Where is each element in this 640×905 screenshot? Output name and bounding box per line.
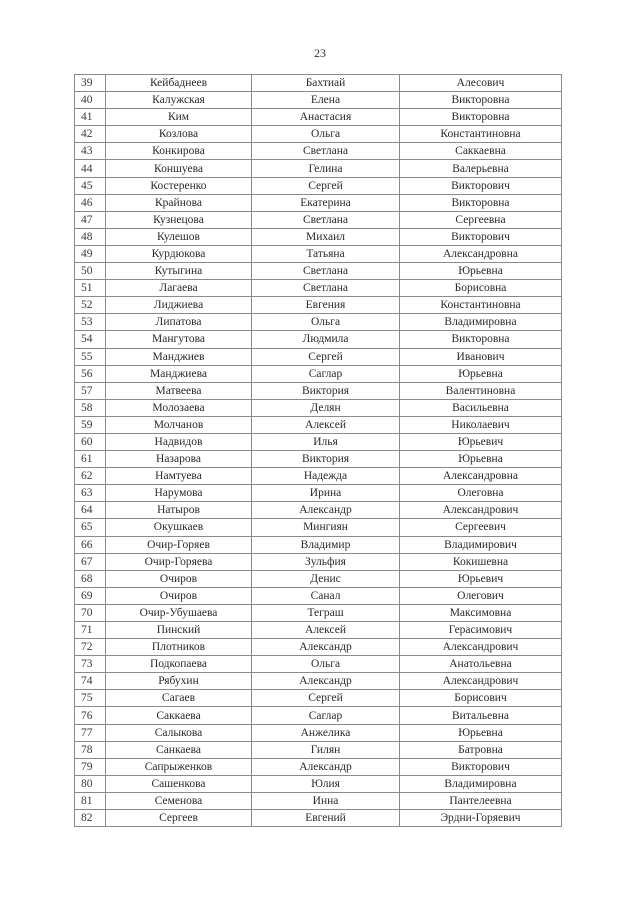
patronymic-cell: Викторовна: [400, 331, 562, 348]
patronymic-cell: Владимировна: [400, 314, 562, 331]
table-row: [75, 143, 562, 160]
patronymic-cell: Викторович: [400, 228, 562, 245]
names-table-body: [75, 75, 562, 827]
row-number: 79: [75, 758, 106, 775]
surname-cell: Кейбаднеев: [106, 75, 252, 92]
surname-cell: Очиров: [106, 570, 252, 587]
table-row: [75, 622, 562, 639]
first-name-cell: Елена: [252, 92, 400, 109]
first-name-cell: Евгений: [252, 810, 400, 827]
patronymic-cell: Константиновна: [400, 297, 562, 314]
surname-cell: Сагаев: [106, 690, 252, 707]
surname-cell: Сапрыженков: [106, 758, 252, 775]
first-name-cell: Алексей: [252, 416, 400, 433]
table-row: [75, 639, 562, 656]
surname-cell: Крайнова: [106, 194, 252, 211]
table-row: [75, 604, 562, 621]
first-name-cell: Анастасия: [252, 109, 400, 126]
row-number: 46: [75, 194, 106, 211]
row-number: 48: [75, 228, 106, 245]
row-number: 42: [75, 126, 106, 143]
first-name-cell: Ольга: [252, 656, 400, 673]
row-number: 49: [75, 245, 106, 262]
row-number: 74: [75, 673, 106, 690]
surname-cell: Плотников: [106, 639, 252, 656]
patronymic-cell: Юрьевич: [400, 433, 562, 450]
patronymic-cell: Викторович: [400, 758, 562, 775]
patronymic-cell: Юрьевна: [400, 365, 562, 382]
surname-cell: Молозаева: [106, 399, 252, 416]
row-number: 62: [75, 468, 106, 485]
first-name-cell: Виктория: [252, 451, 400, 468]
surname-cell: Молчанов: [106, 416, 252, 433]
surname-cell: Кулешов: [106, 228, 252, 245]
first-name-cell: Юлия: [252, 775, 400, 792]
surname-cell: Салыкова: [106, 724, 252, 741]
table-row: [75, 570, 562, 587]
first-name-cell: Делян: [252, 399, 400, 416]
row-number: 58: [75, 399, 106, 416]
first-name-cell: Сергей: [252, 177, 400, 194]
patronymic-cell: Алесович: [400, 75, 562, 92]
row-number: 56: [75, 365, 106, 382]
patronymic-cell: Саккаевна: [400, 143, 562, 160]
patronymic-cell: Александровна: [400, 468, 562, 485]
row-number: 82: [75, 810, 106, 827]
patronymic-cell: Эрдни-Горяевич: [400, 810, 562, 827]
surname-cell: Рябухин: [106, 673, 252, 690]
surname-cell: Коншуева: [106, 160, 252, 177]
row-number: 41: [75, 109, 106, 126]
patronymic-cell: Александрович: [400, 502, 562, 519]
table-row: [75, 211, 562, 228]
patronymic-cell: Батровна: [400, 741, 562, 758]
patronymic-cell: Александровна: [400, 245, 562, 262]
patronymic-cell: Константиновна: [400, 126, 562, 143]
row-number: 69: [75, 587, 106, 604]
table-row: [75, 775, 562, 792]
table-row: [75, 553, 562, 570]
surname-cell: Пинский: [106, 622, 252, 639]
row-number: 63: [75, 485, 106, 502]
table-row: [75, 382, 562, 399]
surname-cell: Очиров: [106, 587, 252, 604]
table-row: [75, 109, 562, 126]
table-row: [75, 75, 562, 92]
patronymic-cell: Кокишевна: [400, 553, 562, 570]
table-row: [75, 365, 562, 382]
surname-cell: Семенова: [106, 792, 252, 809]
table-row: [75, 451, 562, 468]
surname-cell: Санкаева: [106, 741, 252, 758]
row-number: 80: [75, 775, 106, 792]
table-row: [75, 245, 562, 262]
table-row: [75, 810, 562, 827]
table-row: [75, 690, 562, 707]
patronymic-cell: Пантелеевна: [400, 792, 562, 809]
surname-cell: Матвеева: [106, 382, 252, 399]
first-name-cell: Инна: [252, 792, 400, 809]
patronymic-cell: Олеговна: [400, 485, 562, 502]
first-name-cell: Александр: [252, 502, 400, 519]
surname-cell: Очир-Горяев: [106, 536, 252, 553]
surname-cell: Натыров: [106, 502, 252, 519]
surname-cell: Лагаева: [106, 280, 252, 297]
surname-cell: Сашенкова: [106, 775, 252, 792]
patronymic-cell: Максимовна: [400, 604, 562, 621]
row-number: 52: [75, 297, 106, 314]
surname-cell: Мангутова: [106, 331, 252, 348]
names-table: [74, 74, 562, 827]
first-name-cell: Ирина: [252, 485, 400, 502]
table-row: [75, 656, 562, 673]
first-name-cell: Александр: [252, 758, 400, 775]
first-name-cell: Зульфия: [252, 553, 400, 570]
row-number: 47: [75, 211, 106, 228]
table-row: [75, 228, 562, 245]
row-number: 61: [75, 451, 106, 468]
row-number: 64: [75, 502, 106, 519]
patronymic-cell: Юрьевна: [400, 263, 562, 280]
first-name-cell: Теграш: [252, 604, 400, 621]
table-row: [75, 536, 562, 553]
patronymic-cell: Николаевич: [400, 416, 562, 433]
row-number: 55: [75, 348, 106, 365]
surname-cell: Сергеев: [106, 810, 252, 827]
patronymic-cell: Валентиновна: [400, 382, 562, 399]
patronymic-cell: Витальевна: [400, 707, 562, 724]
row-number: 66: [75, 536, 106, 553]
surname-cell: Кутыгина: [106, 263, 252, 280]
patronymic-cell: Александрович: [400, 639, 562, 656]
row-number: 72: [75, 639, 106, 656]
surname-cell: Очир-Горяева: [106, 553, 252, 570]
table-row: [75, 724, 562, 741]
table-row: [75, 519, 562, 536]
table-row: [75, 399, 562, 416]
row-number: 67: [75, 553, 106, 570]
first-name-cell: Людмила: [252, 331, 400, 348]
surname-cell: Нарумова: [106, 485, 252, 502]
surname-cell: Кузнецова: [106, 211, 252, 228]
patronymic-cell: Борисович: [400, 690, 562, 707]
surname-cell: Калужская: [106, 92, 252, 109]
table-row: [75, 707, 562, 724]
first-name-cell: Надежда: [252, 468, 400, 485]
table-row: [75, 792, 562, 809]
surname-cell: Назарова: [106, 451, 252, 468]
patronymic-cell: Сергеевна: [400, 211, 562, 228]
surname-cell: Намтуева: [106, 468, 252, 485]
row-number: 40: [75, 92, 106, 109]
row-number: 43: [75, 143, 106, 160]
patronymic-cell: Васильевна: [400, 399, 562, 416]
first-name-cell: Саглар: [252, 365, 400, 382]
first-name-cell: Александр: [252, 639, 400, 656]
table-row: [75, 673, 562, 690]
row-number: 68: [75, 570, 106, 587]
row-number: 75: [75, 690, 106, 707]
row-number: 71: [75, 622, 106, 639]
surname-cell: Подкопаева: [106, 656, 252, 673]
patronymic-cell: Борисовна: [400, 280, 562, 297]
patronymic-cell: Валерьевна: [400, 160, 562, 177]
row-number: 60: [75, 433, 106, 450]
row-number: 65: [75, 519, 106, 536]
table-row: [75, 263, 562, 280]
patronymic-cell: Герасимович: [400, 622, 562, 639]
row-number: 77: [75, 724, 106, 741]
patronymic-cell: Олегович: [400, 587, 562, 604]
row-number: 39: [75, 75, 106, 92]
first-name-cell: Ольга: [252, 314, 400, 331]
patronymic-cell: Владимировна: [400, 775, 562, 792]
table-row: [75, 280, 562, 297]
first-name-cell: Ольга: [252, 126, 400, 143]
table-row: [75, 160, 562, 177]
surname-cell: Козлова: [106, 126, 252, 143]
first-name-cell: Сергей: [252, 348, 400, 365]
row-number: 57: [75, 382, 106, 399]
page-number: 23: [314, 46, 326, 60]
first-name-cell: Евгения: [252, 297, 400, 314]
surname-cell: Саккаева: [106, 707, 252, 724]
patronymic-cell: Викторовна: [400, 194, 562, 211]
table-row: [75, 297, 562, 314]
table-row: [75, 194, 562, 211]
surname-cell: Очир-Убушаева: [106, 604, 252, 621]
first-name-cell: Светлана: [252, 280, 400, 297]
first-name-cell: Екатерина: [252, 194, 400, 211]
table-row: [75, 314, 562, 331]
row-number: 73: [75, 656, 106, 673]
patronymic-cell: Иванович: [400, 348, 562, 365]
row-number: 51: [75, 280, 106, 297]
row-number: 76: [75, 707, 106, 724]
surname-cell: Липатова: [106, 314, 252, 331]
first-name-cell: Мингиян: [252, 519, 400, 536]
first-name-cell: Гилян: [252, 741, 400, 758]
first-name-cell: Михаил: [252, 228, 400, 245]
patronymic-cell: Сергеевич: [400, 519, 562, 536]
surname-cell: Лиджиева: [106, 297, 252, 314]
first-name-cell: Саглар: [252, 707, 400, 724]
table-row: [75, 92, 562, 109]
first-name-cell: Светлана: [252, 211, 400, 228]
table-row: [75, 468, 562, 485]
first-name-cell: Бахтиай: [252, 75, 400, 92]
surname-cell: Манджиев: [106, 348, 252, 365]
first-name-cell: Владимир: [252, 536, 400, 553]
first-name-cell: Илья: [252, 433, 400, 450]
patronymic-cell: Викторовна: [400, 109, 562, 126]
surname-cell: Надвидов: [106, 433, 252, 450]
first-name-cell: Татьяна: [252, 245, 400, 262]
table-row: [75, 416, 562, 433]
row-number: 53: [75, 314, 106, 331]
surname-cell: Ким: [106, 109, 252, 126]
first-name-cell: Гелина: [252, 160, 400, 177]
patronymic-cell: Юрьевич: [400, 570, 562, 587]
patronymic-cell: Викторович: [400, 177, 562, 194]
table-row: [75, 587, 562, 604]
row-number: 44: [75, 160, 106, 177]
row-number: 54: [75, 331, 106, 348]
table-row: [75, 126, 562, 143]
first-name-cell: Анжелика: [252, 724, 400, 741]
patronymic-cell: Юрьевна: [400, 451, 562, 468]
row-number: 81: [75, 792, 106, 809]
first-name-cell: Санал: [252, 587, 400, 604]
first-name-cell: Светлана: [252, 143, 400, 160]
table-row: [75, 741, 562, 758]
patronymic-cell: Александрович: [400, 673, 562, 690]
patronymic-cell: Владимирович: [400, 536, 562, 553]
first-name-cell: Светлана: [252, 263, 400, 280]
row-number: 45: [75, 177, 106, 194]
first-name-cell: Денис: [252, 570, 400, 587]
surname-cell: Манджиева: [106, 365, 252, 382]
surname-cell: Конкирова: [106, 143, 252, 160]
row-number: 78: [75, 741, 106, 758]
table-row: [75, 331, 562, 348]
patronymic-cell: Юрьевна: [400, 724, 562, 741]
surname-cell: Окушкаев: [106, 519, 252, 536]
patronymic-cell: Анатольевна: [400, 656, 562, 673]
first-name-cell: Сергей: [252, 690, 400, 707]
row-number: 59: [75, 416, 106, 433]
table-row: [75, 348, 562, 365]
first-name-cell: Виктория: [252, 382, 400, 399]
table-row: [75, 502, 562, 519]
table-row: [75, 177, 562, 194]
table-row: [75, 485, 562, 502]
surname-cell: Костеренко: [106, 177, 252, 194]
row-number: 70: [75, 604, 106, 621]
first-name-cell: Алексей: [252, 622, 400, 639]
patronymic-cell: Викторовна: [400, 92, 562, 109]
row-number: 50: [75, 263, 106, 280]
table-row: [75, 758, 562, 775]
table-row: [75, 433, 562, 450]
first-name-cell: Александр: [252, 673, 400, 690]
surname-cell: Курдюкова: [106, 245, 252, 262]
